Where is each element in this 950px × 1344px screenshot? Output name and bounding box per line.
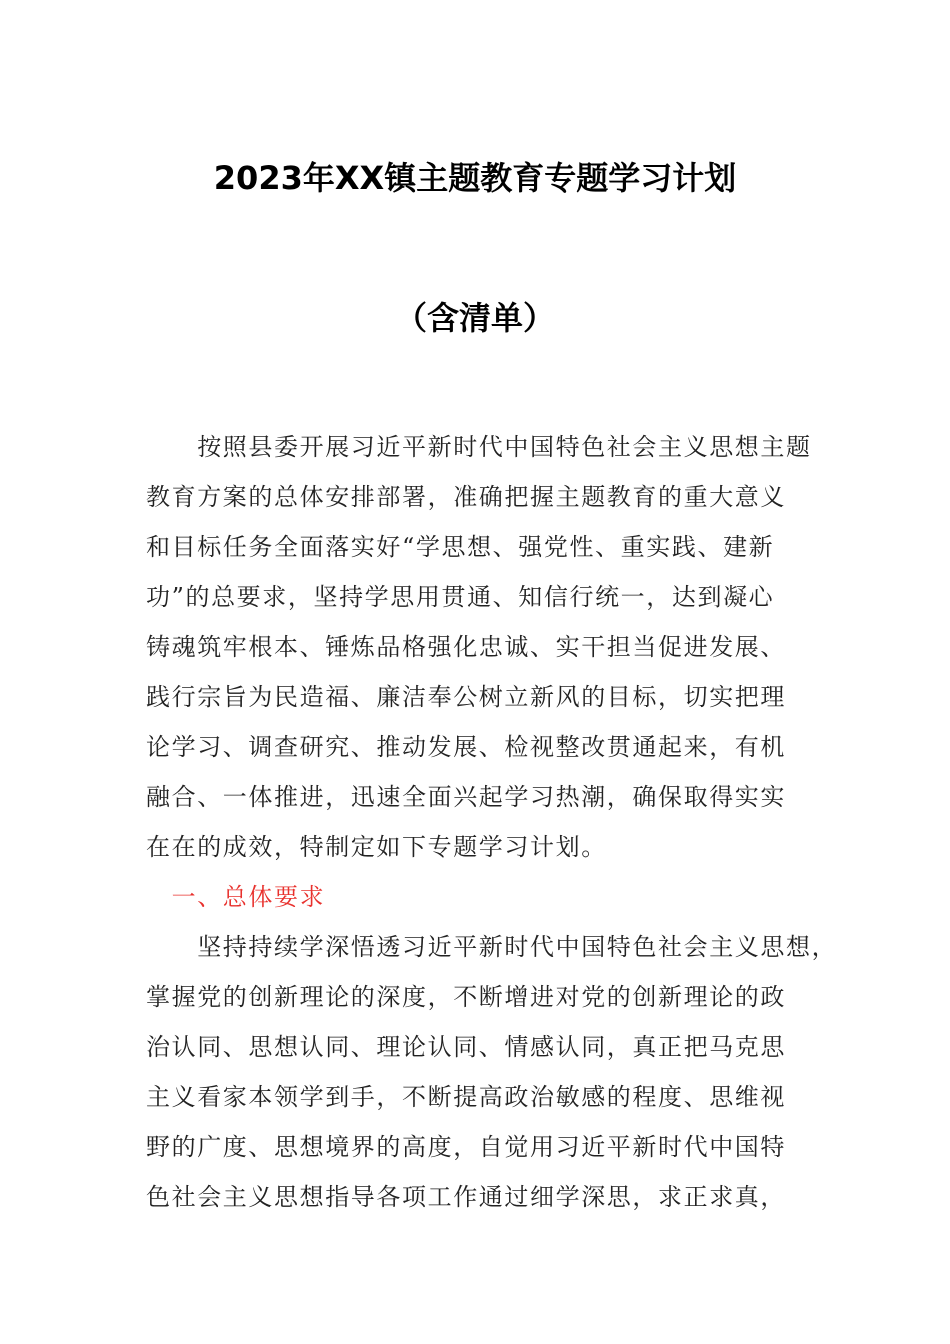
paragraph-line: 坚持持续学深悟透习近平新时代中国特色社会主义思想， (146, 933, 838, 961)
paragraph-line: 功”的总要求，坚持学思用贯通、知信行统一，达到凝心 (146, 583, 775, 611)
paragraph-line: 融合、一体推进，迅速全面兴起学习热潮，确保取得实实 (146, 783, 786, 811)
paragraph-line: 治认同、思想认同、理论认同、情感认同，真正把马克思 (146, 1033, 786, 1061)
paragraph-line: 在在的成效，特制定如下专题学习计划。 (146, 833, 607, 861)
document-subtitle: （含清单） (394, 299, 555, 337)
paragraph-line: 和目标任务全面落实好“学思想、强党性、重实践、建新 (146, 533, 775, 561)
paragraph-line: 野的广度、思想境界的高度，自觉用习近平新时代中国特 (146, 1133, 786, 1161)
paragraph-line: 色社会主义思想指导各项工作通过细学深思，求正求真， (146, 1183, 786, 1211)
paragraph-line: 主义看家本领学到手，不断提高政治敏感的程度、思维视 (146, 1083, 786, 1111)
paragraph-line: 践行宗旨为民造福、廉洁奉公树立新风的目标，切实把理 (146, 683, 786, 711)
paragraph-line: 掌握党的创新理论的深度，不断增进对党的创新理论的政 (146, 983, 786, 1011)
intro-paragraph (146, 422, 838, 1222)
document-title: 2023年XX镇主题教育专题学习计划 (213, 159, 737, 197)
paragraph-line: 论学习、调查研究、推动发展、检视整改贯通起来，有机 (146, 733, 786, 761)
paragraph-line: 按照县委开展习近平新时代中国特色社会主义思想主题 (146, 433, 812, 461)
paragraph-line: 铸魂筑牢根本、锤炼品格强化忠诚、实干担当促进发展、 (146, 633, 786, 661)
paragraph-line: 教育方案的总体安排部署，准确把握主题教育的重大意义 (146, 483, 786, 511)
section-heading: 一、总体要求 (146, 883, 326, 911)
